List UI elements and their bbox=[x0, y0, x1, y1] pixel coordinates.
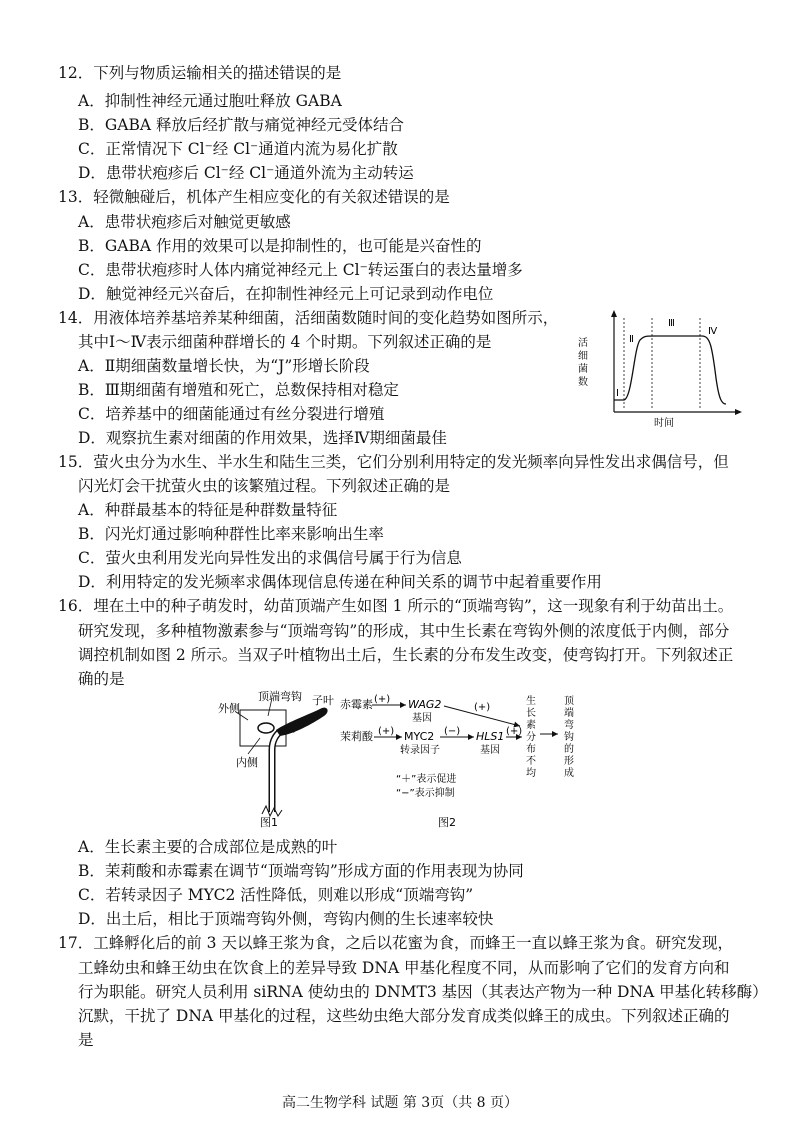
fig2-wag2-gene: 基因 bbox=[412, 713, 432, 724]
q16-option-b: B．茉莉酸和赤霉素在调节“顶端弯钩”形成方面的作用表现为协同 bbox=[78, 862, 524, 880]
q12-option-d: D．患带状疱疹后 Cl⁻经 Cl⁻通道外流为主动转运 bbox=[78, 164, 414, 182]
fig2-auxin-7: 均 bbox=[526, 768, 536, 779]
fig2-hookform-4: 钩 bbox=[564, 732, 574, 743]
bacterial-growth-graph bbox=[574, 308, 744, 430]
graph-xlabel: 时间 bbox=[654, 418, 674, 429]
q14-stem-line1: 14．用液体培养基培养某种细菌，活细菌数随时间的变化趋势如图所示， bbox=[58, 309, 559, 327]
q17-stem-line3: 行为职能。研究人员利用 siRNA 使幼虫的 DNMT3 基因（其表达产物为一种 DNA 甲基化转移酶） bbox=[78, 983, 768, 1001]
figure-1-seedling bbox=[218, 690, 338, 830]
q12-stem: 12．下列与物质运输相关的描述错误的是 bbox=[58, 64, 342, 82]
q16-stem-line1: 16．埋在土中的种子萌发时，幼苗顶端产生如图 1 所示的“顶端弯钩”，这一现象有利于幼苗出土。 bbox=[58, 597, 734, 615]
fig2-minus: (−) bbox=[444, 726, 461, 737]
fig1-cotyledon-label: 子叶 bbox=[312, 694, 334, 707]
q15-stem-line2: 闪光灯会干扰萤火虫的该繁殖过程。下列叙述正确的是 bbox=[78, 477, 451, 495]
q14-option-b: B．Ⅲ期细菌有增殖和死亡，总数保持相对稳定 bbox=[78, 381, 399, 399]
q14-option-c: C．培养基中的细菌能通过有丝分裂进行增殖 bbox=[78, 405, 385, 423]
q16-stem-line3: 调控机制如图 2 所示。当双子叶植物出土后，生长素的分布发生改变，使弯钩打开。下列叙述正 bbox=[78, 646, 734, 664]
fig1-outer-label: 外侧 bbox=[218, 702, 240, 715]
fig2-hookform-1: 顶 bbox=[564, 696, 574, 707]
q15-option-d: D．利用特定的发光频率求偶体现信息传递在种间关系的调节中起着重要作用 bbox=[78, 573, 602, 591]
q17-stem-line5: 是 bbox=[78, 1031, 94, 1049]
fig2-auxin-5: 布 bbox=[526, 744, 536, 755]
fig1-hook-label: 顶端弯钩 bbox=[258, 690, 302, 703]
fig2-hookform-2: 端 bbox=[564, 708, 574, 719]
q14-option-a: A．Ⅱ期细菌数量增长快，为“J”形增长阶段 bbox=[78, 357, 370, 375]
phase-4-label: Ⅳ bbox=[708, 326, 718, 337]
q15-option-a: A．种群最基本的特征是种群数量特征 bbox=[78, 501, 338, 519]
q17-stem-line1: 17．工蜂孵化后的前 3 天以蜂王浆为食，之后以花蜜为食，而蜂王一直以蜂王浆为食。研究发现， bbox=[58, 934, 733, 952]
fig2-auxin-3: 素 bbox=[526, 720, 536, 731]
q12-option-c: C．正常情况下 Cl⁻经 Cl⁻通道内流为易化扩散 bbox=[78, 140, 398, 158]
fig2-plus-2: (+) bbox=[474, 702, 491, 713]
fig2-auxin-2: 长 bbox=[526, 708, 536, 719]
q13-option-a: A．患带状疱疹后对触觉更敏感 bbox=[78, 213, 291, 231]
fig2-hls1-gene: 基因 bbox=[480, 745, 500, 756]
q14-stem-line2: 其中Ⅰ～Ⅳ表示细菌种群增长的 4 个时期。下列叙述正确的是 bbox=[78, 333, 492, 351]
q16-option-d: D．出土后，相比于顶端弯钩外侧，弯钩内侧的生长速率较快 bbox=[78, 910, 494, 928]
graph-ylabel-3: 菌 bbox=[578, 364, 588, 375]
fig2-wag2: WAG2 bbox=[408, 698, 442, 711]
fig2-caption: 图2 bbox=[438, 816, 456, 829]
fig1-inner-label: 内侧 bbox=[236, 756, 258, 769]
fig2-tf: 转录因子 bbox=[400, 745, 440, 756]
phase-2-label: Ⅱ bbox=[629, 334, 634, 345]
q17-stem-line2: 工蜂幼虫和蜂王幼虫在饮食上的差异导致 DNA 甲基化程度不同，从而影响了它们的发育方向和 bbox=[78, 959, 730, 977]
fig2-hookform-7: 成 bbox=[564, 768, 574, 779]
q15-option-b: B．闪光灯通过影响种群性比率来影响出生率 bbox=[78, 525, 384, 543]
q16-option-c: C．若转录因子 MYC2 活性降低，则难以形成“顶端弯钩” bbox=[78, 886, 474, 904]
phase-3-label: Ⅲ bbox=[668, 318, 675, 329]
fig2-legend-minus: “−”表示抑制 bbox=[396, 788, 455, 799]
phase-1-label: Ⅰ bbox=[616, 388, 619, 399]
fig2-auxin-1: 生 bbox=[526, 696, 536, 707]
graph-ylabel-4: 数 bbox=[578, 377, 588, 388]
fig2-plus-3: (+) bbox=[378, 726, 395, 737]
q13-stem: 13．轻微触碰后，机体产生相应变化的有关叙述错误的是 bbox=[58, 188, 450, 206]
q14-option-d: D．观察抗生素对细菌的作用效果，选择Ⅳ期细菌最佳 bbox=[78, 429, 447, 447]
fig2-auxin-4: 分 bbox=[526, 732, 536, 743]
fig2-auxin-6: 不 bbox=[526, 756, 536, 767]
fig2-hls1: HLS1 bbox=[476, 730, 505, 743]
q17-stem-line4: 沉默，干扰了 DNA 甲基化的过程，这些幼虫绝大部分发育成类似蜂王的成虫。下列叙述正确的 bbox=[78, 1007, 730, 1025]
fig2-plus-1: (+) bbox=[374, 694, 391, 705]
graph-ylabel-2: 细 bbox=[578, 351, 588, 362]
figure-2-regulation bbox=[340, 690, 590, 830]
q16-option-a: A．生长素主要的合成部位是成熟的叶 bbox=[78, 838, 338, 856]
fig2-myc2: MYC2 bbox=[404, 730, 435, 743]
fig2-hookform-3: 弯 bbox=[564, 720, 574, 731]
q12-option-b: B．GABA 释放后经扩散与痛觉神经元受体结合 bbox=[78, 116, 404, 134]
q12-option-a: A．抑制性神经元通过胞吐释放 GABA bbox=[78, 92, 342, 110]
fig2-gibberellin: 赤霉素 bbox=[340, 698, 373, 711]
q15-option-c: C．萤火虫利用发光向异性发出的求偶信号属于行为信息 bbox=[78, 549, 462, 567]
q15-stem-line1: 15．萤火虫分为水生、半水生和陆生三类，它们分别利用特定的发光频率向异性发出求偶信号，但 bbox=[58, 453, 729, 471]
fig2-jasmonic: 茉莉酸 bbox=[340, 730, 373, 743]
q16-stem-line4: 确的是 bbox=[78, 670, 125, 688]
fig2-legend-plus: “＋”表示促进 bbox=[396, 774, 457, 785]
fig2-plus-4: (+) bbox=[506, 726, 523, 737]
fig2-hookform-5: 的 bbox=[564, 744, 574, 755]
q16-stem-line2: 研究发现，多种植物激素参与“顶端弯钩”的形成，其中生长素在弯钩外侧的浓度低于内侧，部分 bbox=[78, 622, 730, 640]
q13-option-c: C．患带状疱疹时人体内痛觉神经元上 Cl⁻转运蛋白的表达量增多 bbox=[78, 261, 523, 279]
q13-option-b: B．GABA 作用的效果可以是抑制性的，也可能是兴奋性的 bbox=[78, 237, 482, 255]
fig2-hookform-6: 形 bbox=[564, 756, 574, 767]
graph-ylabel-1: 活 bbox=[578, 338, 588, 349]
q13-option-d: D．触觉神经元兴奋后，在抑制性神经元上可记录到动作电位 bbox=[78, 285, 494, 303]
page-footer: 高二生物学科 试题 第 3页（共 8 页） bbox=[281, 1095, 519, 1111]
fig1-caption: 图1 bbox=[260, 816, 278, 829]
